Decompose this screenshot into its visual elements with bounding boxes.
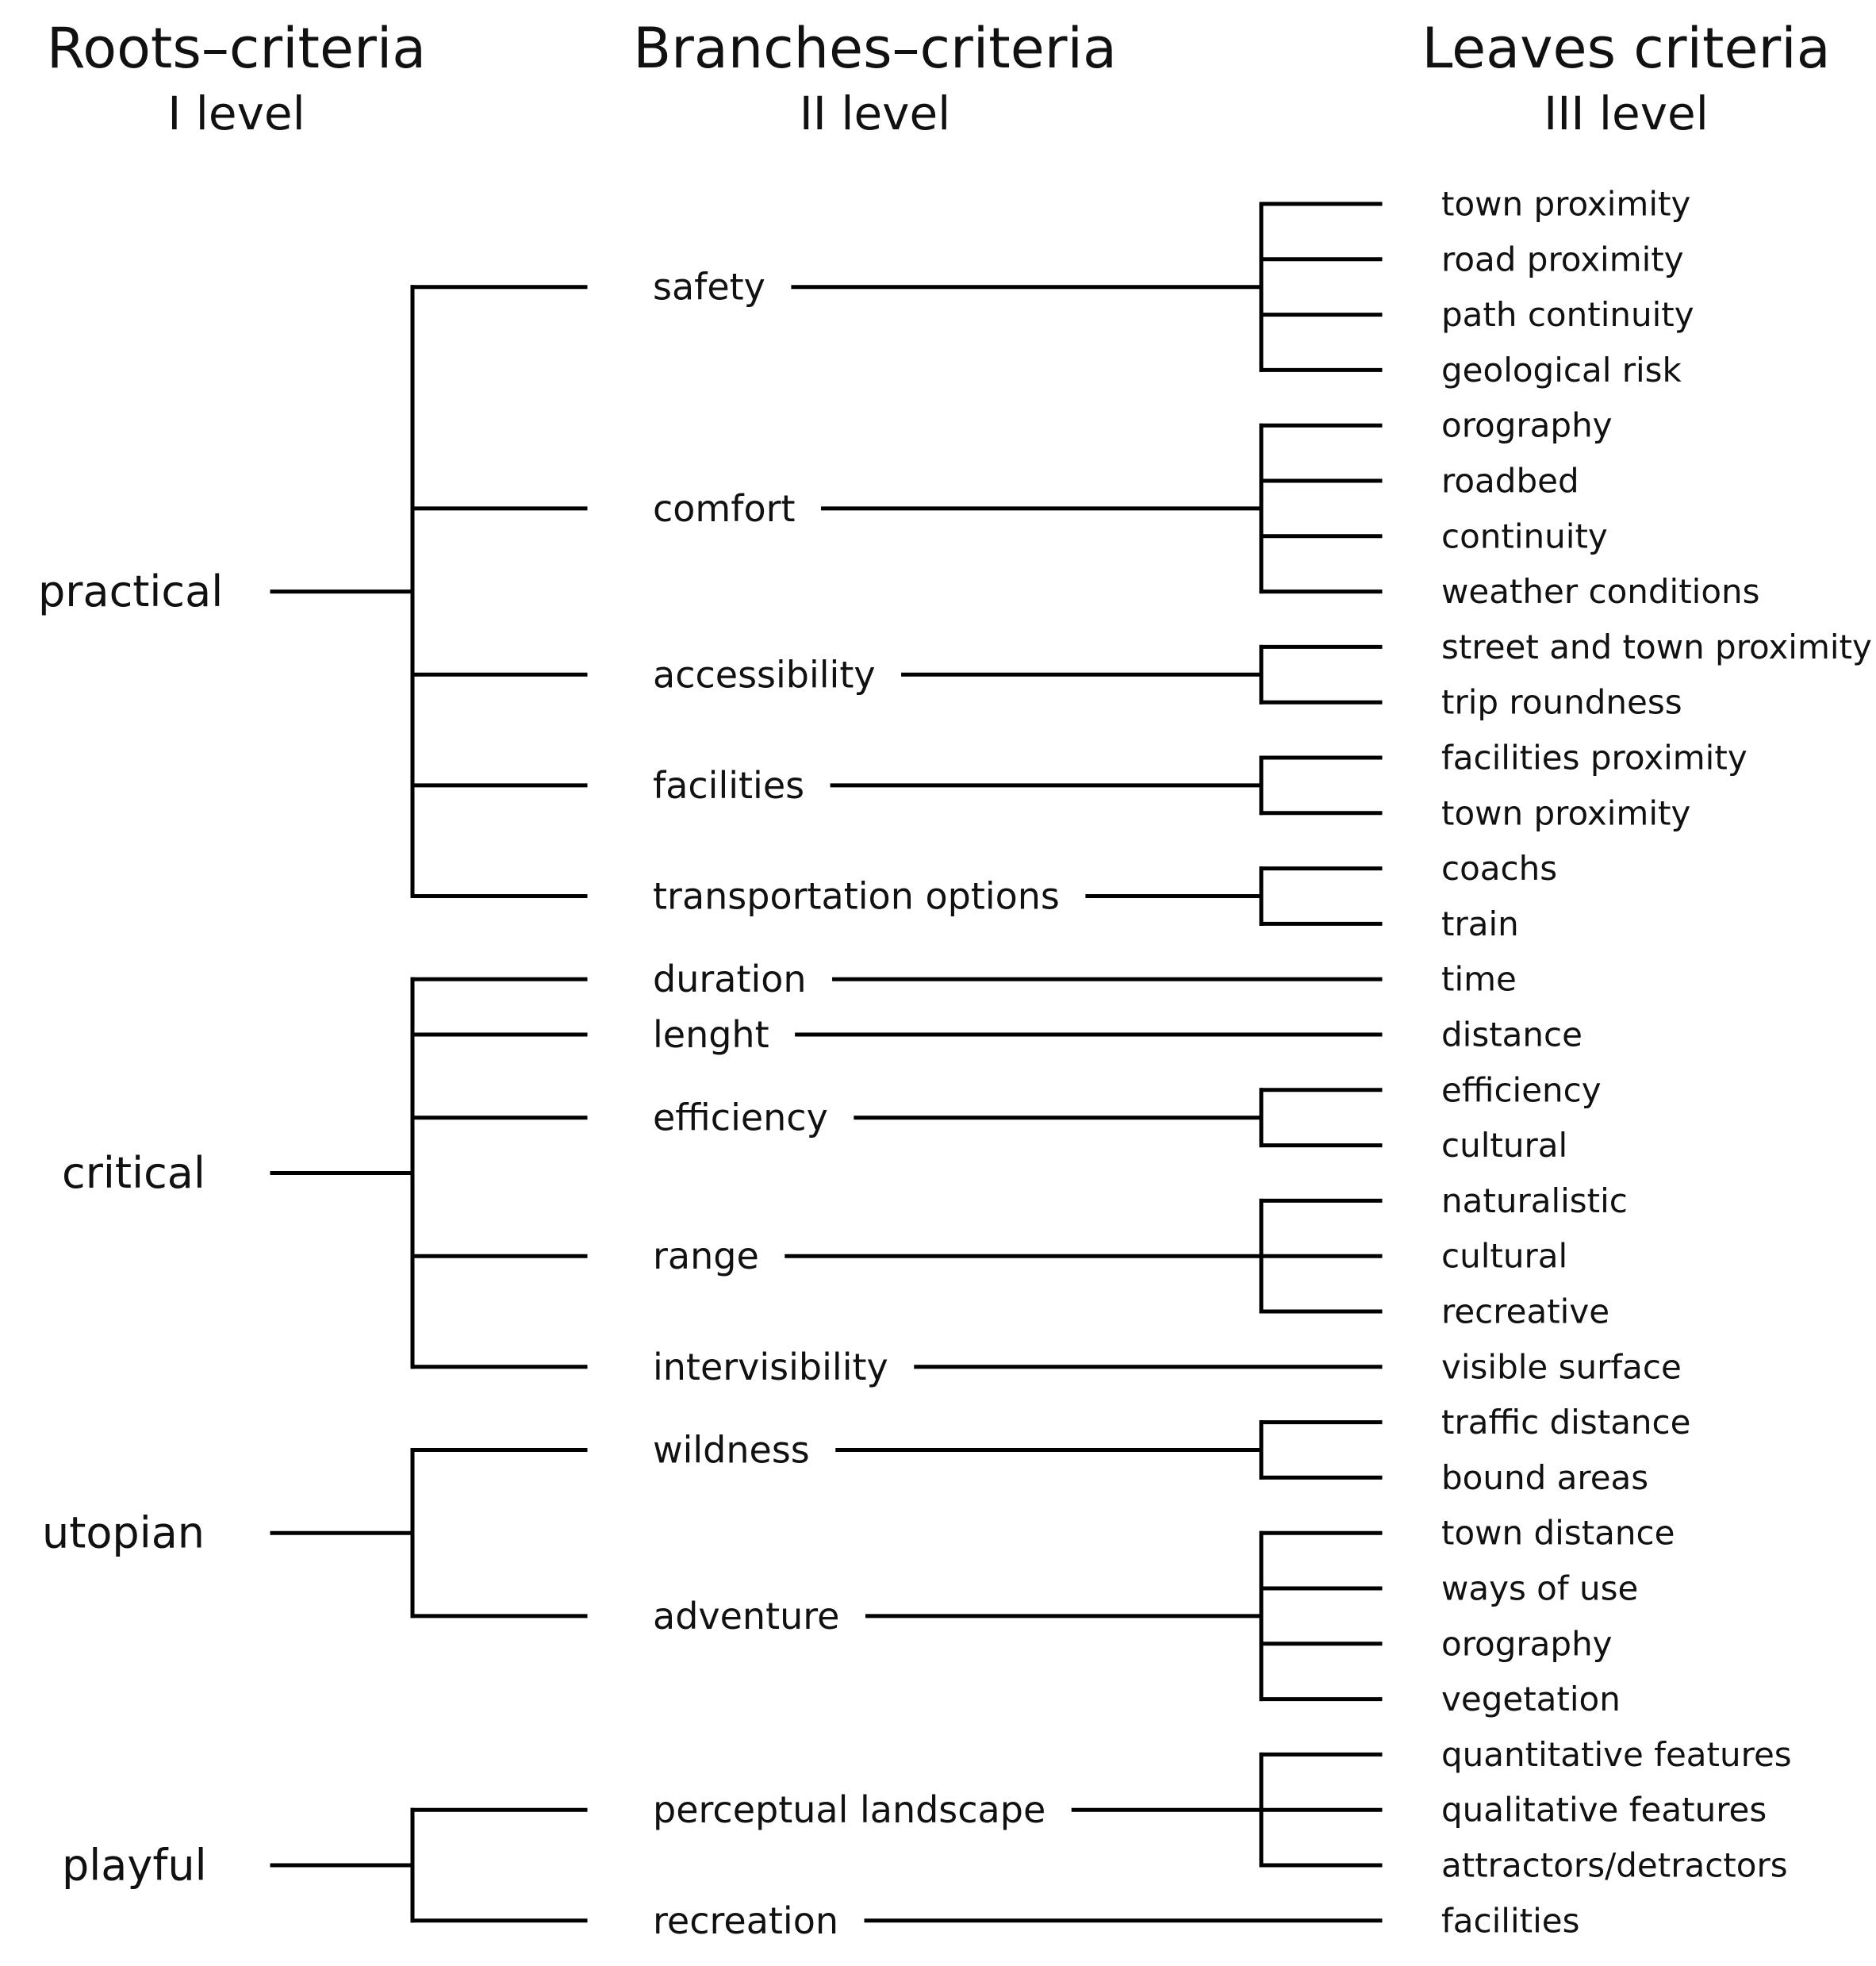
branch-label: safety (653, 265, 765, 309)
root-label: practical (38, 566, 224, 617)
roots-column-title: Roots–criteria (46, 16, 427, 81)
leaf-label: orography (1441, 1624, 1613, 1664)
branch-label: perceptual landscape (653, 1788, 1046, 1832)
leaf-label: quantitative features (1441, 1734, 1792, 1774)
branch-label: range (653, 1235, 759, 1278)
branch-label: accessibility (653, 653, 876, 697)
leaf-label: street and town proximity (1441, 627, 1872, 666)
root-label: utopian (42, 1507, 205, 1558)
leaf-label: recreative (1441, 1292, 1610, 1331)
leaf-label: town proximity (1441, 184, 1691, 224)
leaf-label: train (1441, 904, 1519, 943)
leaf-label: weather conditions (1441, 572, 1760, 612)
leaves-column-title: Leaves criteria (1421, 16, 1831, 81)
branch-label: intervisibility (653, 1345, 888, 1388)
leaf-label: naturalistic (1441, 1181, 1628, 1220)
branch-label: transportation options (653, 874, 1060, 918)
leaf-label: town distance (1441, 1513, 1675, 1553)
leaf-label: facilities proximity (1441, 738, 1747, 778)
leaves-column-subtitle: III level (1544, 86, 1709, 140)
branch-label: lenght (653, 1013, 769, 1056)
leaf-label: efficiency (1441, 1070, 1602, 1110)
leaf-label: town proximity (1441, 793, 1691, 833)
branch-label: wildness (653, 1428, 810, 1472)
column-headers (47, 16, 1831, 140)
root-label: playful (62, 1840, 207, 1891)
branch-label: efficiency (653, 1096, 828, 1139)
leaf-label: visible surface (1441, 1347, 1682, 1387)
leaf-label: orography (1441, 405, 1613, 445)
leaf-label: cultural (1441, 1236, 1568, 1276)
leaf-label: time (1441, 959, 1517, 999)
leaf-label: vegetation (1441, 1680, 1621, 1719)
roots-column-subtitle: I level (167, 86, 305, 140)
criteria-tree (38, 185, 1872, 1942)
leaf-label: attractors/detractors (1441, 1845, 1788, 1885)
leaf-label: ways of use (1441, 1569, 1639, 1608)
leaf-label: bound areas (1441, 1457, 1649, 1497)
branches-column-subtitle: II level (799, 86, 951, 140)
root-label: critical (62, 1148, 205, 1198)
branch-label: adventure (653, 1594, 840, 1638)
branch-label: duration (653, 958, 807, 1001)
leaf-label: continuity (1441, 516, 1608, 556)
leaf-label: distance (1441, 1015, 1583, 1054)
leaf-label: geological risk (1441, 350, 1682, 390)
leaf-label: qualitative features (1441, 1790, 1767, 1830)
leaf-label: facilities (1441, 1901, 1580, 1941)
leaf-label: road proximity (1441, 240, 1684, 279)
branch-label: facilities (653, 763, 805, 807)
branches-column-title: Branches–criteria (633, 16, 1117, 81)
leaf-label: cultural (1441, 1126, 1568, 1165)
branch-label: comfort (653, 486, 796, 530)
leaf-label: coachs (1441, 849, 1558, 889)
branch-label: recreation (653, 1899, 838, 1942)
leaf-label: roadbed (1441, 461, 1579, 501)
leaf-label: traffic distance (1441, 1403, 1691, 1442)
leaf-label: trip roundness (1441, 682, 1682, 722)
leaf-label: path continuity (1441, 295, 1694, 335)
